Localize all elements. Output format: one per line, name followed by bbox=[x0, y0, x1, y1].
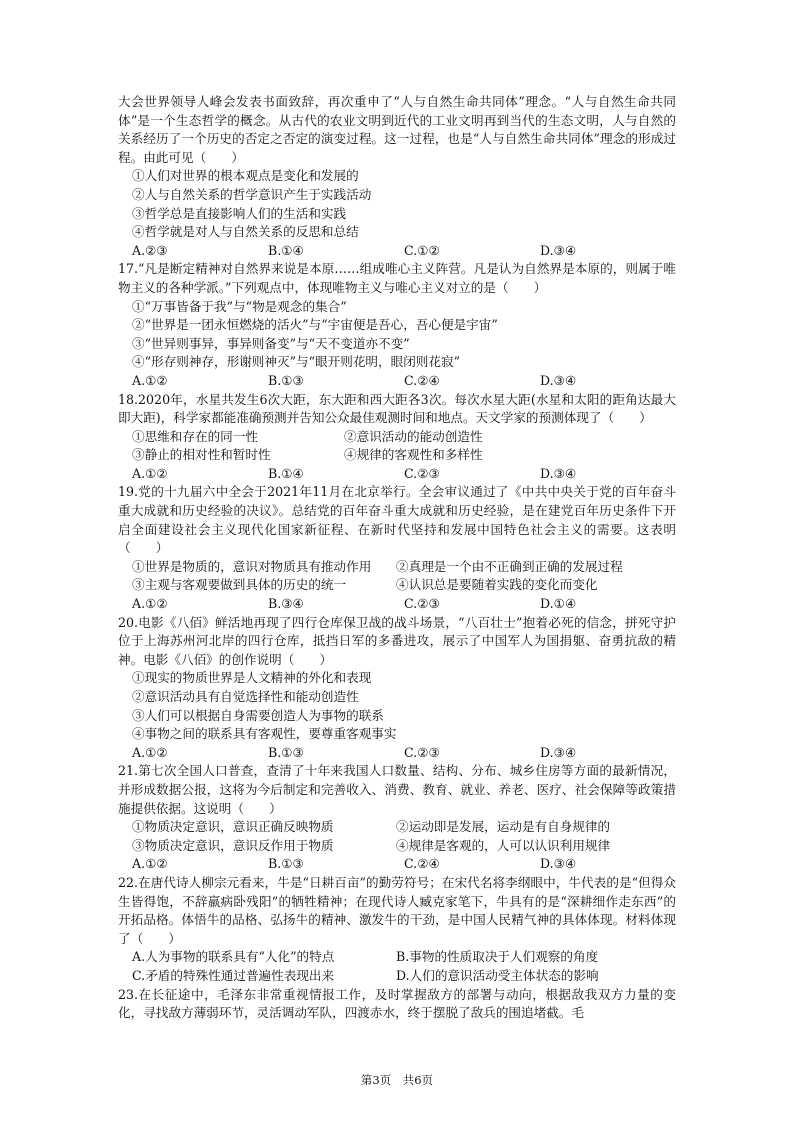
q18-choices bbox=[118, 465, 676, 484]
q20-stem: 20.电影《八佰》鲜活地再现了四行仓库保卫战的战斗场景，“八百壮士”抱着必死的信念，拼死守护位于上海苏州河北岸的四行仓库，抵挡日军的多番进攻，展示了中国军人为国捐躯、奋勇抗敌的精神。电影《八佰》的创作说明（ ） bbox=[118, 614, 676, 667]
q17-item-4: ④“形存则神存，形谢则神灭”与“眼开则花明，眼闭则花寂” bbox=[132, 354, 461, 370]
q22-choices-row-1 bbox=[118, 948, 676, 967]
q19-stem: 19.党的十九届六中全会于2021年11月在北京举行。全会审议通过了《中共中央关于党的百年奋斗重大成就和历史经验的决议》。总结党的百年奋斗重大成就和历史经验，是在建党百年历史条件下开启全面建设社会主义现代化国家新征程、在新时代坚持和发展中国特色社会主义的需要。这表明（ ） bbox=[118, 484, 676, 556]
q18-choice-a: A.①② bbox=[132, 465, 168, 481]
q22-choice-d: D.人们的意识活动受主体状态的影响 bbox=[396, 967, 599, 983]
q17-item-1: ①“万事皆备于我”与“物是观念的集合” bbox=[132, 298, 347, 314]
q16-item-3: ③哲学总是直接影响人们的生活和实践 bbox=[132, 205, 347, 221]
q17-choice-d: D.③④ bbox=[540, 372, 577, 388]
q18-choice-b: B.①④ bbox=[268, 465, 304, 481]
q19-choice-d: D.①④ bbox=[540, 596, 577, 612]
q19-items-row-1 bbox=[118, 558, 676, 577]
q16-choice-d: D.③④ bbox=[540, 242, 577, 258]
q21-choice-a: A.①② bbox=[132, 856, 168, 872]
q16-item-1: ①人们对世界的根本观点是变化和发展的 bbox=[132, 168, 359, 184]
q18-items-row-2 bbox=[118, 446, 676, 465]
q21-choice-b: B.①③ bbox=[268, 856, 304, 872]
q19-item-1: ①世界是物质的，意识对物质具有推动作用 bbox=[132, 558, 372, 574]
q19-item-3: ③主观与客观要做到具体的历史的统一 bbox=[132, 577, 347, 593]
q16-choices bbox=[118, 242, 676, 261]
q17-stem: 17.“凡是断定精神对自然界来说是本原……组成唯心主义阵营。凡是认为自然界是本原的，则属于唯物主义的各种学派。”下列观点中，体现唯物主义与唯心主义对立的是（ ） bbox=[118, 261, 676, 295]
q18-item-1: ①思维和存在的同一性 bbox=[132, 428, 258, 444]
q20-choice-b: B.①③ bbox=[268, 744, 304, 760]
q16-choice-a: A.②③ bbox=[132, 242, 168, 258]
q21-item-2: ②运动即是发展，运动是有自身规律的 bbox=[396, 819, 611, 835]
q21-stem: 21.第七次全国人口普查，查清了十年来我国人口数量、结构、分布、城乡住房等方面的最新情况，并形成数据公报，这将为今后制定和完善收入、消费、教育、就业、养老、医疗、社会保障等政策措施提供依据。这说明（ ） bbox=[118, 763, 676, 816]
q16-choice-c: C.①② bbox=[404, 242, 440, 258]
page-footer: 第3页 共6页 bbox=[360, 1073, 434, 1087]
q21-choice-c: C.②④ bbox=[404, 856, 440, 872]
q21-choice-d: D.③④ bbox=[540, 856, 577, 872]
q16-item-4: ④哲学就是对人与自然关系的反思和总结 bbox=[132, 224, 359, 240]
q19-item-4: ④认识总是要随着实践的变化而变化 bbox=[396, 577, 598, 593]
q21-items-row-2 bbox=[118, 837, 676, 856]
q20-choices bbox=[118, 744, 676, 763]
q18-choice-c: C.②③ bbox=[404, 465, 440, 481]
q18-items-row-1 bbox=[118, 428, 676, 447]
q20-item-3: ③人们可以根据自身需要创造人为事物的联系 bbox=[132, 707, 384, 723]
q19-items-row-2 bbox=[118, 576, 676, 595]
q21-item-4: ④规律是客观的，人可以认识利用规律 bbox=[396, 837, 611, 853]
q17-item-3: ③“世异则事异，事异则备变”与“天不变道亦不变” bbox=[132, 335, 410, 351]
q16-stem: 大会世界领导人峰会发表书面致辞，再次重申了“人与自然生命共同体”理念。“人与自然生命共同体”是一个生态哲学的概念。从古代的农业文明到近代的工业文明再到当代的生态文明，人与自然的关系经历了一个历史的否定之否定的演变过程。这一过程，也是“人与自然生命共同体”理念的形成过程。由此可见（ ） bbox=[118, 94, 676, 165]
q18-item-4: ④规律的客观性和多样性 bbox=[344, 447, 483, 463]
q22-choice-c: C.矛盾的特殊性通过普遍性表现出来 bbox=[132, 967, 335, 983]
q18-choice-d: D.③④ bbox=[540, 465, 577, 481]
q17-choice-b: B.①③ bbox=[268, 372, 304, 388]
q21-items-row-1 bbox=[118, 818, 676, 837]
q21-item-1: ①物质决定意识，意识正确反映物质 bbox=[132, 819, 334, 835]
q21-item-3: ③物质决定意识，意识反作用于物质 bbox=[132, 837, 334, 853]
q20-item-2: ②意识活动具有自觉选择性和能动创造性 bbox=[132, 689, 359, 704]
q20-item-4: ④事物之间的联系具有客观性，要尊重客观事实 bbox=[132, 726, 397, 742]
q17-item-2: ②“世界是一团永恒燃烧的活火”与“宇宙便是吾心，吾心便是宇宙” bbox=[132, 317, 498, 333]
q23-stem: 23.在长征途中，毛泽东非常重视情报工作，及时掌握敌方的部署与动向，根据敌我双方力量的变化，寻找敌方薄弱环节，灵活调动军队，四渡赤水，终于摆脱了敌兵的围追堵截。毛 bbox=[118, 986, 676, 1021]
q22-choice-a: A.人为事物的联系具有“人化”的特点 bbox=[132, 949, 335, 965]
q16-item-2: ②人与自然关系的哲学意识产生于实践活动 bbox=[132, 186, 372, 202]
q18-item-2: ②意识活动的能动创造性 bbox=[344, 428, 483, 444]
q17-choice-a: A.①② bbox=[132, 372, 168, 388]
q21-choices bbox=[118, 855, 676, 874]
q18-item-3: ③静止的相对性和暂时性 bbox=[132, 447, 271, 463]
q20-item-1: ①现实的物质世界是人文精神的外化和表现 bbox=[132, 670, 372, 686]
q22-choices-row-2 bbox=[118, 967, 676, 986]
q19-choice-b: B.③④ bbox=[268, 596, 304, 612]
q19-choice-c: C.②③ bbox=[404, 596, 440, 612]
q20-choice-d: D.③④ bbox=[540, 744, 577, 760]
q22-choice-b: B.事物的性质取决于人们观察的角度 bbox=[396, 949, 599, 965]
q19-choice-a: A.①② bbox=[132, 596, 168, 612]
q18-stem: 18.2020年，水星共发生6次大距，东大距和西大距各3次。每次水星大距(水星和太阳的距角达最大即大距)，科学家都能准确预测并告知公众最佳观测时间和地点。天文学家的预测体现了（ ） bbox=[118, 391, 676, 426]
q16-choice-b: B.①④ bbox=[268, 242, 304, 258]
q20-choice-c: C.②③ bbox=[404, 744, 440, 760]
q22-stem: 22.在唐代诗人柳宗元看来，牛是“日耕百亩”的勤劳符号；在宋代名将李纲眼中，牛代表的是“但得众生皆得饱，不辞羸病卧残阳”的牺牲精神；在现代诗人臧克家笔下，牛具有的是“深耕细作走东西”的开拓品格。体悟牛的品格、弘扬牛的精神、激发牛的干劲，是中国人民精气神的具体体现。材料体现了（ ） bbox=[118, 874, 676, 946]
page-content bbox=[118, 93, 676, 1023]
q17-choice-c: C.②④ bbox=[404, 372, 440, 388]
q19-choices bbox=[118, 595, 676, 614]
q17-choices bbox=[118, 372, 676, 391]
q20-choice-a: A.①② bbox=[132, 744, 168, 760]
q19-item-2: ②真理是一个由不正确到正确的发展过程 bbox=[396, 558, 623, 574]
